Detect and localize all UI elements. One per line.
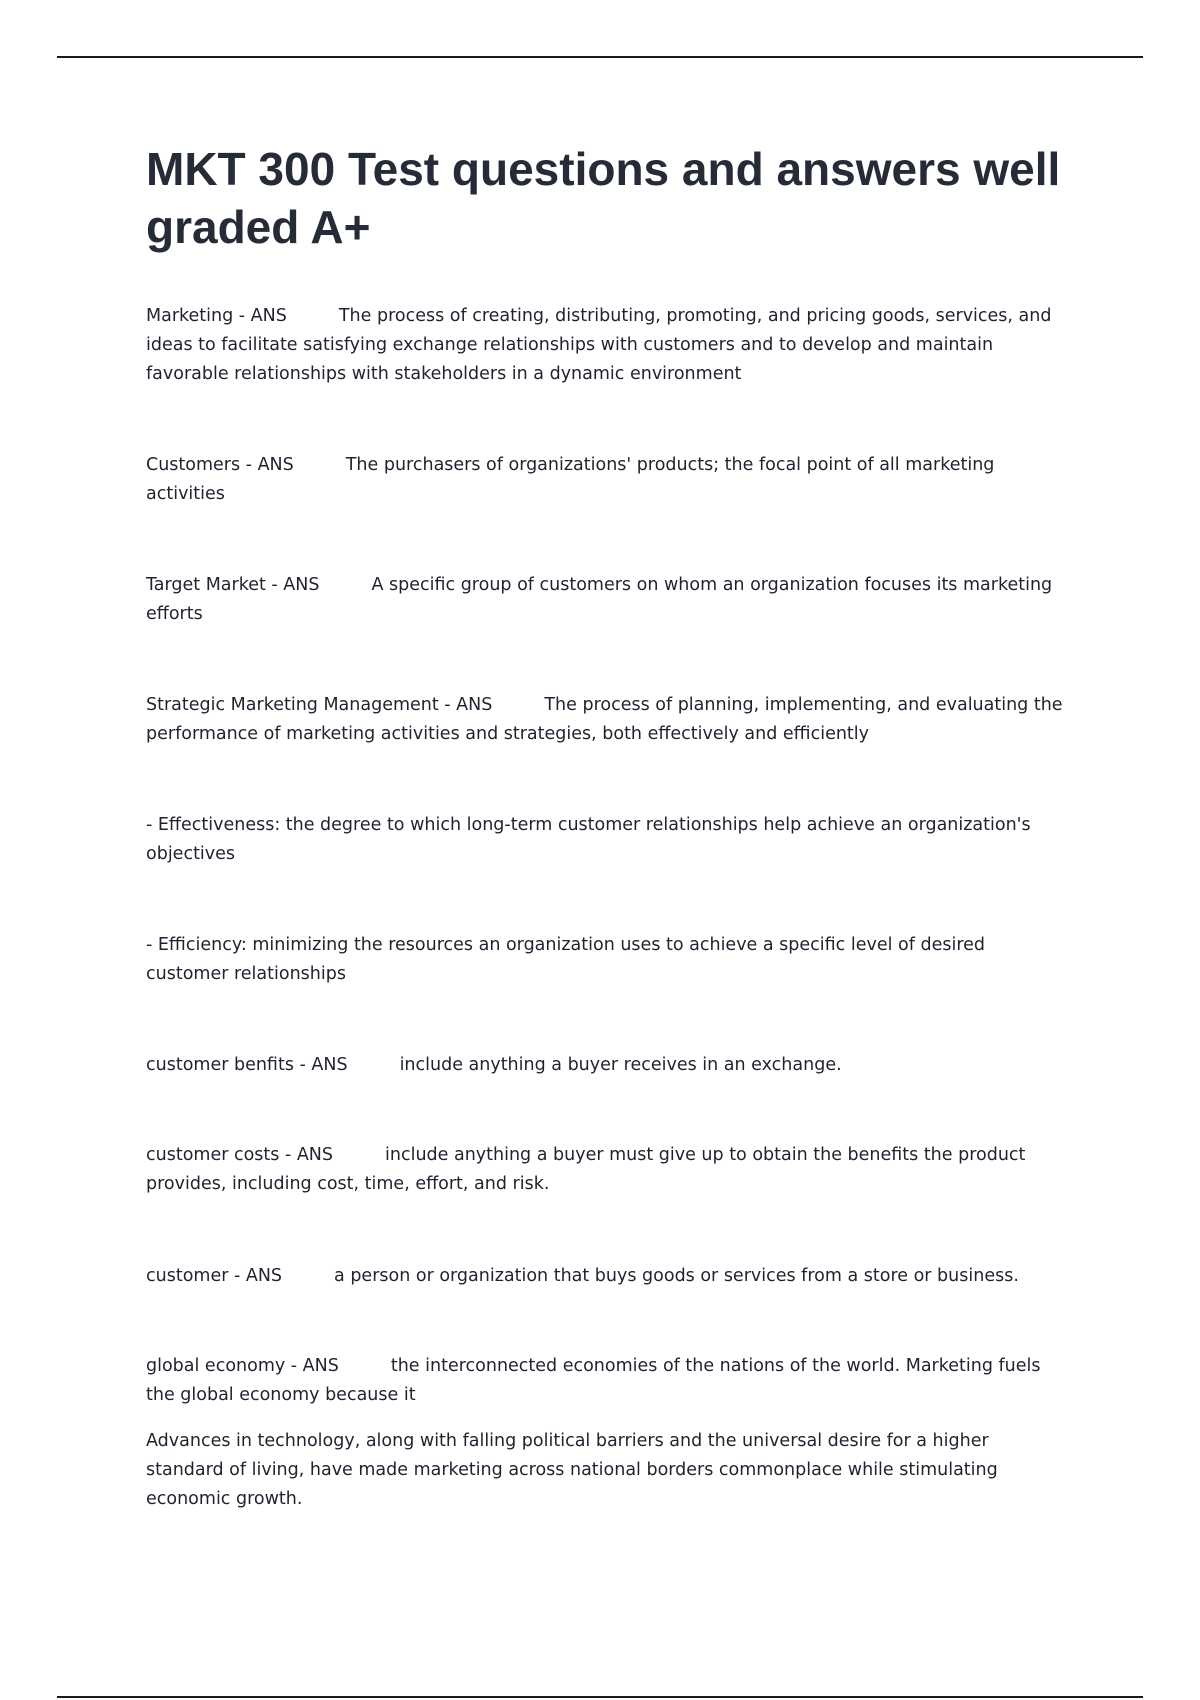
entry-term: Customers - ANS xyxy=(146,455,294,475)
entry-term: customer costs - ANS xyxy=(146,1145,334,1165)
entry-customer-costs xyxy=(146,1141,1066,1199)
entry-target-market xyxy=(146,571,1066,629)
entry-strategic-marketing-management xyxy=(146,691,1066,749)
global-economy-continuation: Advances in technology, along with falling political barriers and the universal desire for a higher standard of living, have made marketing across national borders commonplace while stimulating economic growth. xyxy=(146,1431,998,1509)
entry-term: Strategic Marketing Management - ANS xyxy=(146,695,493,715)
entry-definition: The process of planning, implementing, and evaluating the performance of marketing activities and strategies, both effectively and efficiently xyxy=(146,695,1063,744)
entry-global-economy xyxy=(146,1352,1066,1410)
efficiency-note: - Efficiency: minimizing the resources an organization uses to achieve a specific level of desired customer relationships xyxy=(146,935,986,984)
entry-definition: include anything a buyer receives in an exchange. xyxy=(399,1055,842,1075)
entry-definition: the interconnected economies of the nations of the world. Marketing fuels the global economy because it xyxy=(146,1356,1041,1405)
entry-definition: The purchasers of organizations' products; the focal point of all marketing activities xyxy=(146,455,995,504)
entry-term: Marketing - ANS xyxy=(146,306,287,326)
entry-definition: include anything a buyer must give up to obtain the benefits the product provides, including cost, time, effort, and risk. xyxy=(146,1145,1026,1194)
entry-definition: The process of creating, distributing, promoting, and pricing goods, services, and ideas to facilitate satisfying exchange relationships with customers and to develop and maintain favorable relationships with stakeholders in a dynamic environment xyxy=(146,306,1052,384)
entry-term: customer benfits - ANS xyxy=(146,1055,348,1075)
entry-marketing xyxy=(146,302,1066,389)
entry-definition: a person or organization that buys goods or services from a store or business. xyxy=(334,1266,1019,1286)
entry-definition: A specific group of customers on whom an organization focuses its marketing efforts xyxy=(146,575,1053,624)
entry-term: global economy - ANS xyxy=(146,1356,339,1376)
document-title: MKT 300 Test questions and answers well graded A+ xyxy=(146,143,1061,253)
entry-customer xyxy=(146,1262,1066,1291)
entry-term: customer - ANS xyxy=(146,1266,283,1286)
bottom-rule xyxy=(57,1696,1143,1698)
entry-term: Target Market - ANS xyxy=(146,575,320,595)
entry-customers xyxy=(146,451,1066,509)
effectiveness-note: - Effectiveness: the degree to which long-term customer relationships help achieve an organization's objectives xyxy=(146,815,1031,864)
entry-customer-benefits xyxy=(146,1051,1066,1080)
top-rule xyxy=(57,56,1143,58)
